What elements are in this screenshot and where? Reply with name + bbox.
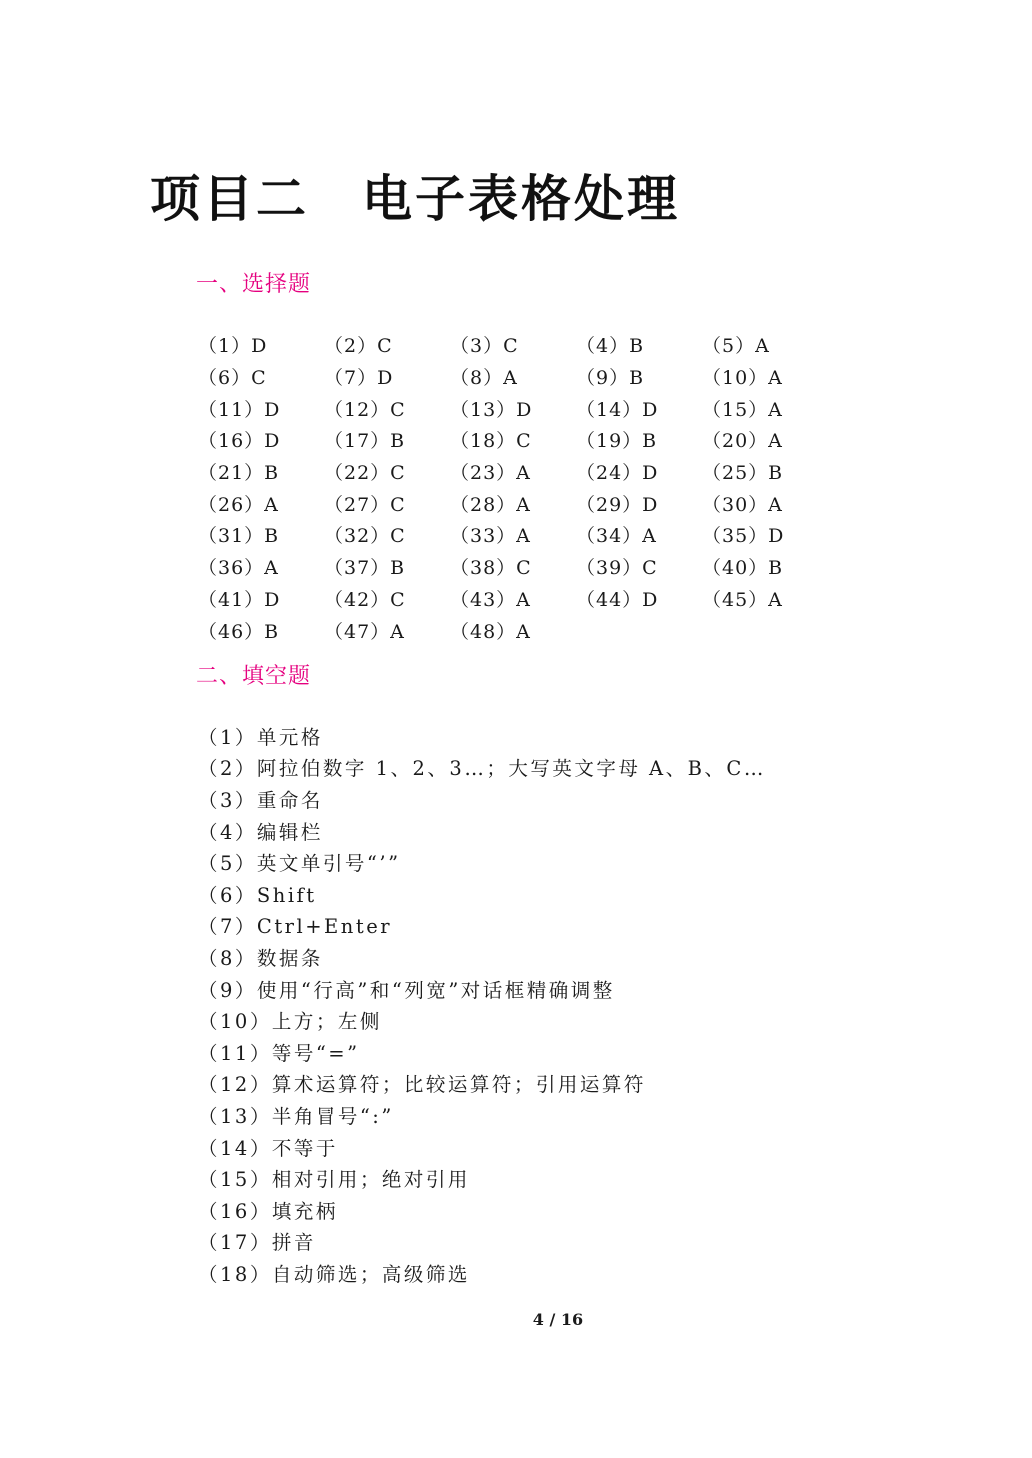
- answer-row: [198, 361, 838, 393]
- fill-answer-item: （3）重命名: [198, 788, 323, 812]
- answer-item: （9）B: [576, 367, 645, 390]
- fill-answer-item: （10）上方；左侧: [198, 1010, 382, 1034]
- answer-item: （8）A: [450, 367, 518, 390]
- answer-item: （19）B: [576, 430, 658, 453]
- answer-item: （46）B: [198, 620, 280, 643]
- answer-item: （31）B: [198, 525, 280, 548]
- answer-item: （24）D: [576, 462, 659, 485]
- answer-item: （2）C: [324, 335, 393, 358]
- fill-answer-item: （5）英文单引号“’”: [198, 852, 401, 876]
- answer-row: [198, 456, 838, 488]
- fill-answer-item: （8）数据条: [198, 946, 323, 970]
- answer-row: [198, 392, 838, 424]
- page-number: 4 / 16: [532, 1310, 584, 1329]
- answer-row: [198, 329, 838, 361]
- answer-row: [198, 551, 838, 583]
- fill-answer-item: （7）Ctrl+Enter: [198, 915, 393, 939]
- section-heading-choice: 一、选择题: [196, 272, 312, 297]
- section-heading-fill: 二、填空题: [196, 664, 312, 689]
- answer-item: （21）B: [198, 462, 280, 485]
- answer-grid: [198, 329, 838, 646]
- answer-item: （7）D: [324, 367, 394, 390]
- answer-item: （13）D: [450, 398, 533, 421]
- answer-item: （16）D: [198, 430, 281, 453]
- fill-answer-list: [198, 720, 918, 1289]
- fill-answer-item: （1）单元格: [198, 725, 323, 749]
- page-title: 项目二 电子表格处理: [150, 170, 680, 228]
- answer-item: （14）D: [576, 398, 659, 421]
- answer-item: （6）C: [198, 367, 267, 390]
- answer-row: [198, 424, 838, 456]
- answer-item: （42）C: [324, 588, 406, 611]
- answer-item: （32）C: [324, 525, 406, 548]
- answer-item: （30）A: [702, 493, 783, 516]
- fill-answer-item: （15）相对引用；绝对引用: [198, 1168, 470, 1192]
- answer-item: （12）C: [324, 398, 406, 421]
- answer-row: [198, 487, 838, 519]
- answer-item: （11）D: [198, 398, 281, 421]
- answer-item: （18）C: [450, 430, 532, 453]
- answer-item: （34）A: [576, 525, 657, 548]
- answer-item: （36）A: [198, 557, 279, 580]
- answer-row: [198, 583, 838, 615]
- answer-row: [198, 519, 838, 551]
- answer-item: （45）A: [702, 588, 783, 611]
- answer-item: （28）A: [450, 493, 531, 516]
- fill-answer-item: （18）自动筛选；高级筛选: [198, 1262, 470, 1286]
- answer-item: （25）B: [702, 462, 784, 485]
- answer-item: （38）C: [450, 557, 532, 580]
- fill-answer-item: （9）使用“行高”和“列宽”对话框精确调整: [198, 978, 615, 1002]
- fill-answer-item: （17）拼音: [198, 1231, 316, 1255]
- answer-item: （35）D: [702, 525, 785, 548]
- answer-item: （17）B: [324, 430, 406, 453]
- answer-item: （41）D: [198, 588, 281, 611]
- answer-item: （43）A: [450, 588, 531, 611]
- answer-item: （33）A: [450, 525, 531, 548]
- answer-item: （20）A: [702, 430, 783, 453]
- fill-answer-item: （13）半角冒号“:”: [198, 1104, 394, 1128]
- answer-item: （1）D: [198, 335, 268, 358]
- answer-item: （5）A: [702, 335, 770, 358]
- answer-row: [198, 614, 838, 646]
- answer-item: （26）A: [198, 493, 279, 516]
- answer-item: （39）C: [576, 557, 658, 580]
- answer-item: （37）B: [324, 557, 406, 580]
- fill-answer-item: （6）Shift: [198, 883, 317, 907]
- answer-item: （10）A: [702, 367, 783, 390]
- answer-item: （44）D: [576, 588, 659, 611]
- answer-item: （27）C: [324, 493, 406, 516]
- answer-item: （3）C: [450, 335, 519, 358]
- fill-answer-item: （2）阿拉伯数字 1、2、3…；大写英文字母 A、B、C…: [198, 757, 766, 781]
- answer-item: （48）A: [450, 620, 531, 643]
- answer-item: （4）B: [576, 335, 645, 358]
- fill-answer-item: （4）编辑栏: [198, 820, 323, 844]
- fill-answer-item: （11）等号“=”: [198, 1041, 360, 1065]
- fill-answer-item: （12）算术运算符；比较运算符；引用运算符: [198, 1073, 646, 1097]
- fill-answer-item: （16）填充柄: [198, 1199, 338, 1223]
- answer-item: （47）A: [324, 620, 405, 643]
- answer-item: （22）C: [324, 462, 406, 485]
- answer-item: （29）D: [576, 493, 659, 516]
- answer-item: （40）B: [702, 557, 784, 580]
- answer-item: （15）A: [702, 398, 783, 421]
- fill-answer-item: （14）不等于: [198, 1136, 338, 1160]
- answer-item: （23）A: [450, 462, 531, 485]
